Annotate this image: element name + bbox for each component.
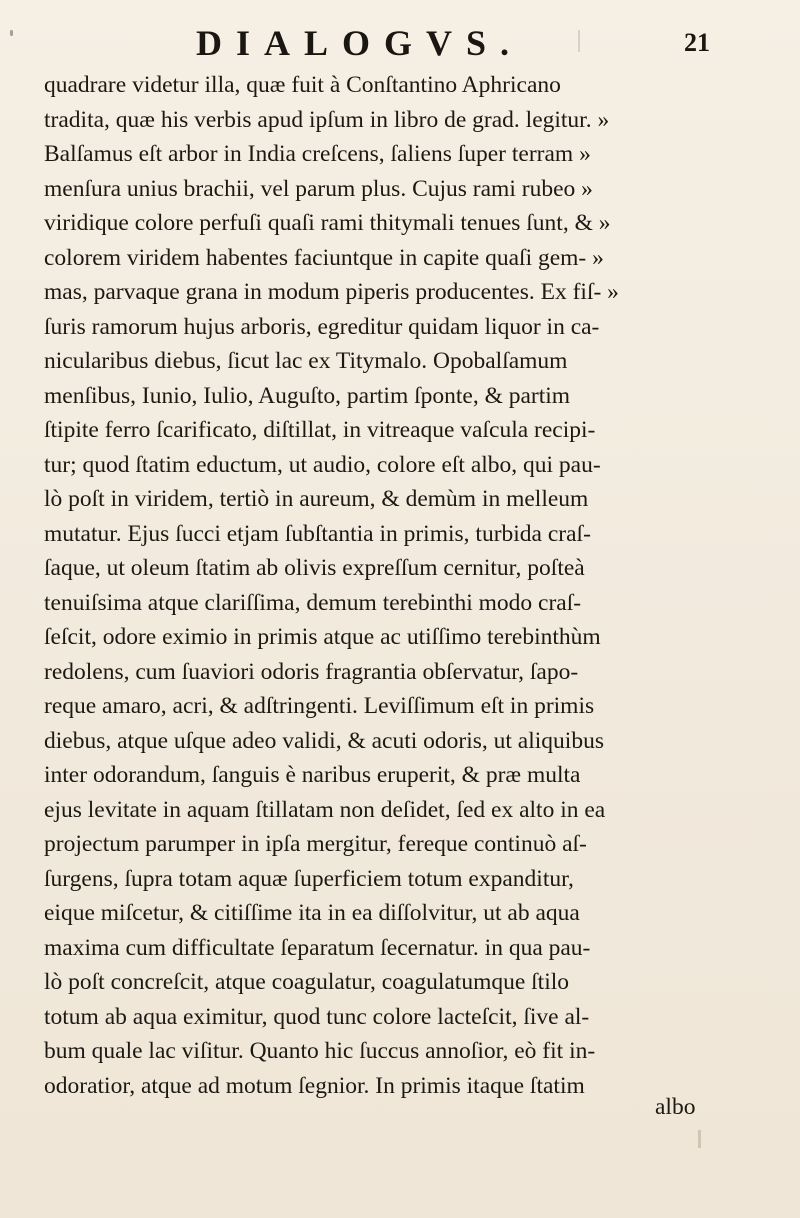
text-line: tradita, quæ his verbis apud ipſum in libro de grad. legitur. » (44, 106, 610, 133)
text-line: reque amaro, acri, & adſtringenti. Leviſſimum eſt in primis (44, 693, 595, 719)
text-line: viridique colore perfuſi quaſi rami thitymali tenues ſunt, & » (44, 210, 611, 236)
text-line: mas, parvaque grana in modum piperis producentes. Ex fiſ- » (44, 279, 619, 305)
text-line: quadrare videtur illa, quæ fuit à Conſtantino Aphricano (44, 72, 561, 98)
text-line: ſtipite ferro ſcarificato, diſtillat, in vitreaque vaſcula recipi- (44, 417, 596, 443)
text-line: nicularibus diebus, ſicut lac ex Titymalo. Opobalſamum (44, 348, 568, 374)
text-line: lò poſt concreſcit, atque coagulatur, coagulatumque ſtilo (44, 969, 570, 995)
text-line: colorem viridem habentes faciuntque in capite quaſi gem- » (44, 244, 604, 271)
text-line: mutatur. Ejus ſucci etjam ſubſtantia in primis, turbida craſ- (44, 520, 591, 547)
body-text (44, 68, 769, 1103)
text-line: redolens, cum ſuaviori odoris fragrantia obſervatur, ſapo- (44, 658, 579, 685)
text-line: ſuris ramorum hujus arboris, egreditur quidam liquor in ca- (44, 313, 600, 340)
text-line: ſurgens, ſupra totam aquæ ſuperficiem totum expanditur, (44, 865, 574, 892)
text-line: totum ab aqua eximitur, quod tunc colore lacteſcit, ſive al- (44, 1003, 590, 1030)
page-header (0, 14, 800, 66)
text-line: eique miſcetur, & citiſſime ita in ea diſſolvitur, ut ab aqua (44, 900, 580, 926)
text-line: menſibus, Iunio, Iulio, Auguſto, partim ſponte, & partim (44, 382, 571, 409)
text-line: lò poſt in viridem, tertiò in aureum, & demùm in melleum (44, 486, 589, 512)
text-line: ſaque, ut oleum ſtatim ab olivis expreſſum cernitur, poſteà (44, 555, 585, 581)
text-line: projectum parumper in ipſa mergitur, fereque continuò aſ- (44, 831, 587, 857)
text-line: diebus, atque uſque adeo validi, & acuti odoris, ut aliquibus (44, 727, 604, 754)
text-line: maxima cum difficultate ſeparatum ſecernatur. in qua pau- (44, 934, 591, 961)
text-line: inter odorandum, ſanguis è naribus eruperit, & præ multa (44, 762, 581, 788)
text-line: bum quale lac viſitur. Quanto hic ſuccus annoſior, eò fit in- (44, 1038, 596, 1064)
page-number: 21 (684, 28, 710, 57)
running-title: DIALOGVS. (196, 23, 524, 63)
text-line: ejus levitate in aquam ſtillatam non deſidet, ſed ex alto in ea (44, 796, 606, 823)
paper-mark (698, 1130, 701, 1148)
text-line: odoratior, atque ad motum ſegnior. In primis itaque ſtatim (44, 1072, 585, 1099)
text-line: Balſamus eſt arbor in India creſcens, ſaliens ſuper terram » (44, 141, 591, 167)
text-line: tenuiſsima atque clariſſima, demum terebinthi modo craſ- (44, 589, 582, 616)
text-line: tur; quod ſtatim eductum, ut audio, colore eſt albo, qui pau- (44, 451, 601, 478)
catchword: albo (655, 1094, 696, 1120)
text-line: menſura unius brachii, vel parum plus. Cujus rami rubeo » (44, 175, 593, 202)
text-line: ſeſcit, odore eximio in primis atque ac utiſſimo terebinthùm (44, 624, 601, 650)
